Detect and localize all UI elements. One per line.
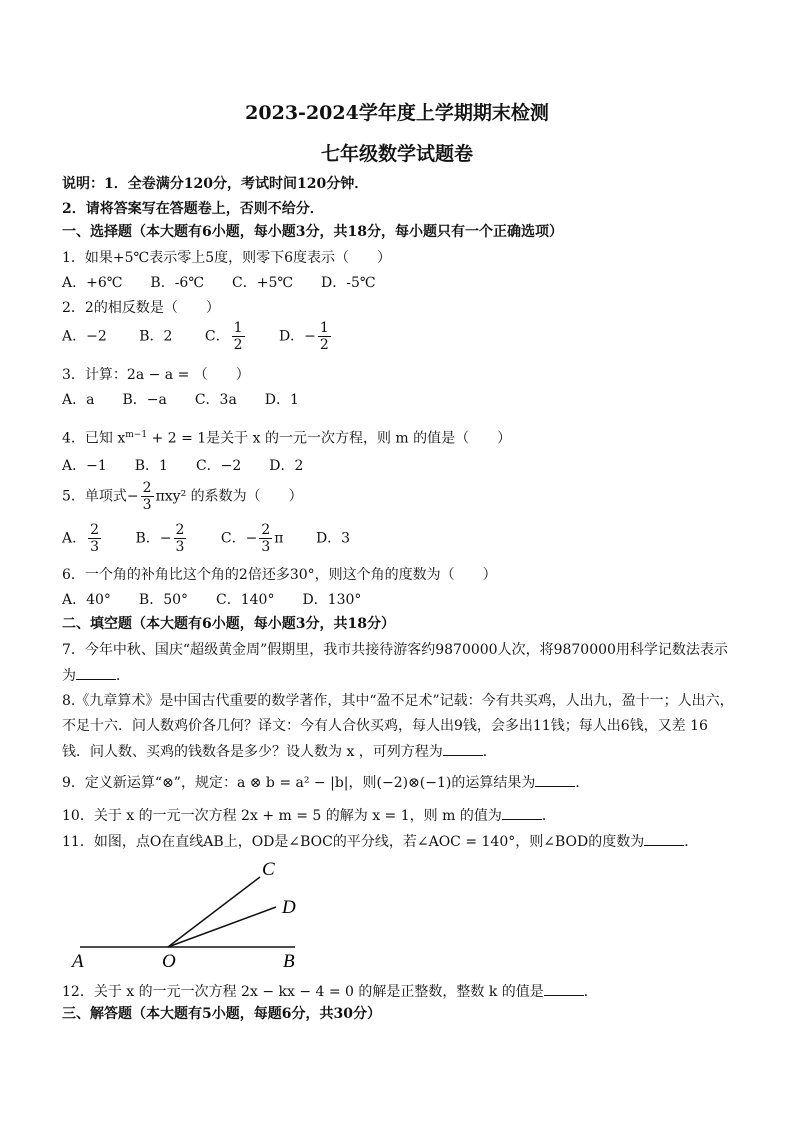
question-12-stem: 12．关于 x 的一元一次方程 2x − kx − 4 = 0 的解是正整数，整数 k 的值是 ． xyxy=(62,981,598,1002)
fraction: $\frac{1}{2}$ xyxy=(319,320,329,353)
question-4-stem: 4．已知 $x^{m-1} + 2 = 1$是关于 x 的一元一次方程，则 m 的值是（ ） xyxy=(62,430,512,447)
ray-od xyxy=(168,907,276,947)
section-2-heading: 二、填空题（本大题有6小题，每小题3分，共18分） xyxy=(62,616,395,632)
question-6-options: A．40° B．50° C．140° D．130° xyxy=(62,592,362,608)
question-10-stem: 10．关于 x 的一元一次方程 2x + m = 5 的解为 x = 1，则 m 的值为 ． xyxy=(62,805,556,826)
question-8-line-3: 钱．问人数、买鸡的钱数各是多少？设人数为 x ，可列方程为 ． xyxy=(62,741,497,762)
question-7-line-1: 7．今年中秋、国庆“超级黄金周”假期里，我市共接待游客约9870000人次，将9870000用科学记数法表示 xyxy=(62,642,728,658)
question-1-options: A．+6℃ B．-6℃ C．+5℃ D．-5℃ xyxy=(62,275,376,291)
note-1: 说明：1．全卷满分120分，考试时间120分钟． xyxy=(62,176,369,192)
question-2-options xyxy=(62,320,333,353)
option-a: A．−2 xyxy=(62,328,107,345)
section-1-heading: 一、选择题（本大题有6小题，每小题3分，共18分，每小题只有一个正确选项） xyxy=(62,224,563,240)
question-8-line-2: 不足十六．问人数鸡价各几何？译文：今有人合伙买鸡，每人出9钱，会多出11钱；每人出6钱，又差 16 xyxy=(62,718,708,734)
fraction: $\frac{1}{2}$ xyxy=(233,320,243,353)
angle-figure xyxy=(70,855,330,973)
question-5-options: A． $\frac{2}{3}$ B．− $\frac{2}{3}$ C．− $\frac{2}{3}$ π D．3 xyxy=(62,522,351,555)
option-b: B．2 xyxy=(139,328,173,345)
question-2-stem: 2．2的相反数是（ ） xyxy=(62,300,220,316)
label-b: B xyxy=(283,951,295,972)
section-3-heading: 三、解答题（本大题有5小题，每题6分，共30分） xyxy=(62,1006,381,1022)
label-d: D xyxy=(282,897,296,918)
exam-title: 2023-2024学年度上学期期末检测 xyxy=(245,102,549,124)
exam-subtitle: 七年级数学试题卷 xyxy=(320,143,473,165)
option-d: D．− xyxy=(278,328,316,345)
question-7-line-2: 为 ． xyxy=(62,665,130,686)
answer-blank[interactable] xyxy=(443,741,483,756)
question-9-stem: 9．定义新运算“⊗”，规定：a ⊗ b = a² − |b|，则(−2)⊗(−1)的运算结果为 ． xyxy=(62,772,589,793)
note-2: 2．请将答案写在答题卷上，否则不给分． xyxy=(62,201,324,217)
question-1-stem: 1．如果+5℃表示零上5度，则零下6度表示（ ） xyxy=(62,250,392,266)
ray-oc xyxy=(168,877,260,947)
question-8-line-1: 8.《九章算术》是中国古代重要的数学著作，其中“盈不足术”记载：今有共买鸡，人出九，盈十一；人出六， xyxy=(62,693,734,709)
question-4-options: A．−1 B．1 C．−2 D．2 xyxy=(62,458,304,474)
answer-blank[interactable] xyxy=(502,805,542,820)
answer-blank[interactable] xyxy=(76,665,116,680)
answer-blank[interactable] xyxy=(644,831,684,846)
label-o: O xyxy=(162,951,176,972)
question-6-stem: 6．一个角的补角比这个角的2倍还多30°，则这个角的度数为（ ） xyxy=(62,567,497,583)
question-3-stem: 3．计算：2a − a = （ ） xyxy=(62,367,250,383)
label-a: A xyxy=(72,951,84,972)
answer-blank[interactable] xyxy=(535,772,575,787)
question-11-stem: 11．如图，点O在直线AB上，OD是∠BOC的平分线，若∠AOC = 140°，则∠BOD的度数为 ． xyxy=(62,831,698,852)
question-3-options: A．a B．−a C．3a D．1 xyxy=(62,392,299,408)
question-5-stem: 5．单项式− $\frac{2}{3}$ πxy² 的系数为（ ） xyxy=(62,480,303,513)
option-c: C． xyxy=(204,328,230,345)
answer-blank[interactable] xyxy=(544,981,584,996)
label-c: C xyxy=(262,859,275,880)
